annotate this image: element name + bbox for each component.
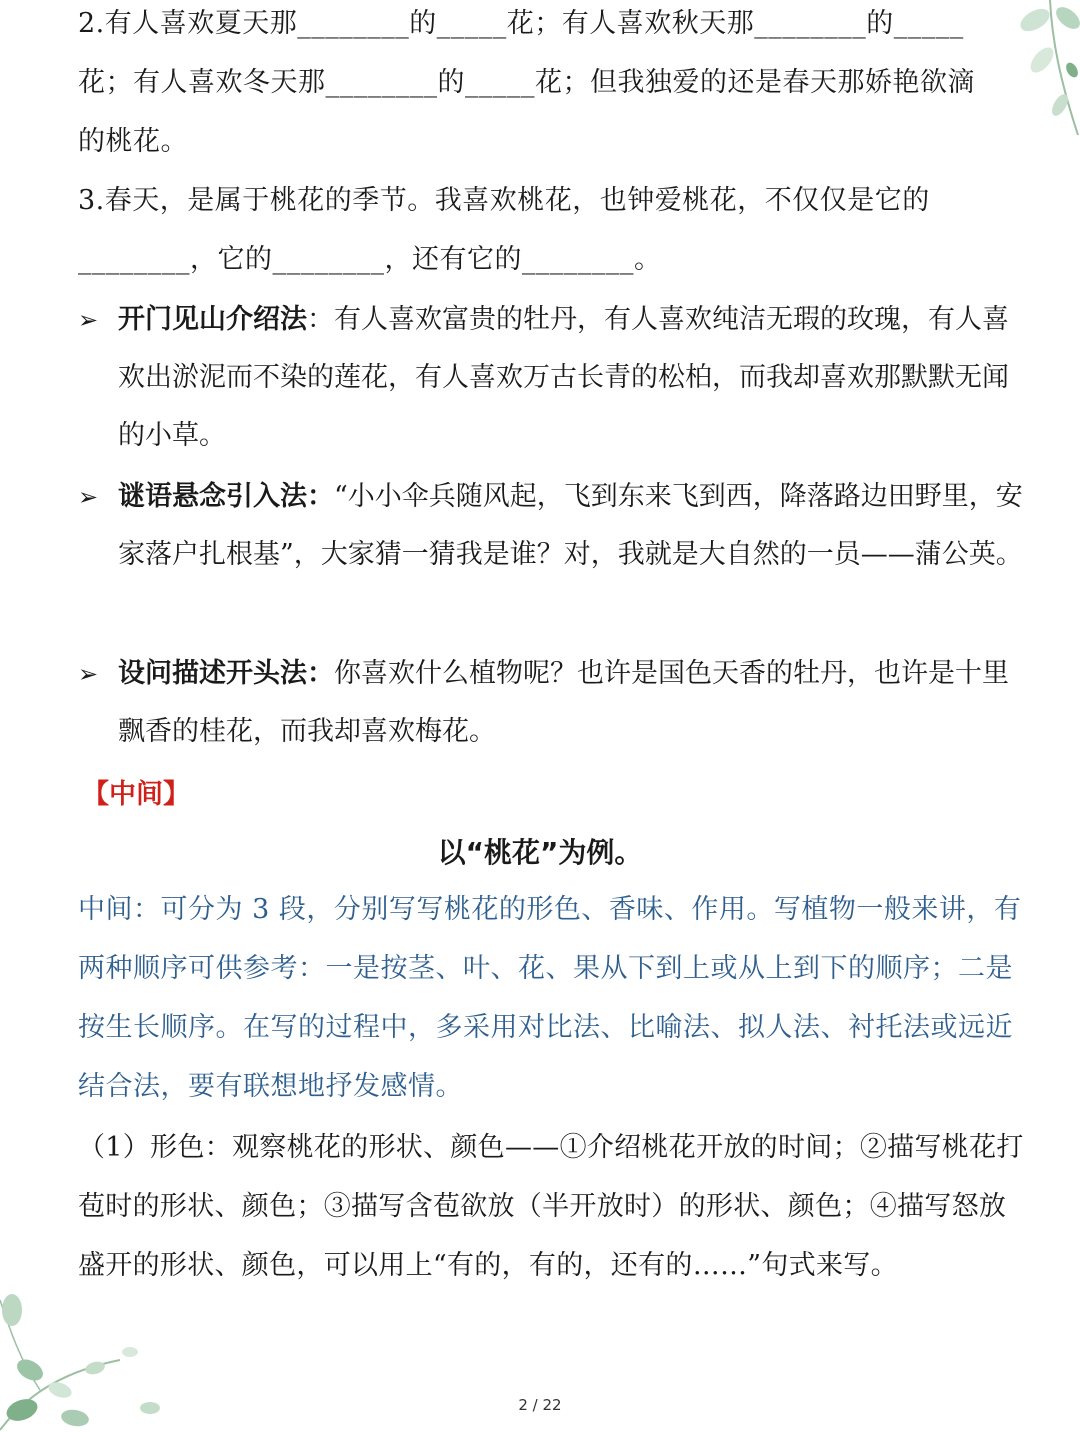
middle-intro: 中间：可分为 3 段，分别写写桃花的形色、香味、作用。写植物一般来讲，有两种顺序可供参考：一是按茎、叶、花、果从下到上或从上到下的顺序；二是按生长顺序。在写的过程中，多采用对比法、比喻法、拟人法、衬托法或远近结合法，要有联想地抒发感情。 [78, 894, 1022, 1102]
arrow-bullet-icon: ➢ [78, 660, 99, 688]
bullet-riddle-method [78, 468, 1028, 584]
bullet-text: 你喜欢什么植物呢？也许是国色天香的牡丹，也许是十里飘香的桂花，而我却喜欢梅花。 [118, 658, 1009, 747]
section-1-shape-color: （1）形色：观察桃花的形状、颜色——①介绍桃花开放的时间；②描写桃花打苞时的形状、颜色；③描写含苞欲放（半开放时）的形状、颜色；④描写怒放盛开的形状、颜色，可以用上“有的，有的，还有的……”句式来写。 [78, 1132, 1024, 1281]
bullet-text: “小小伞兵随风起，飞到东来飞到西，降落路边田野里，安家落户扎根基”，大家猜一猜我是谁？对，我就是大自然的一员——蒲公英。 [118, 481, 1023, 570]
bullet-title: 设问描述开头法： [118, 658, 334, 689]
item-3 [78, 171, 1030, 289]
bullet-text: 有人喜欢富贵的牡丹，有人喜欢纯洁无瑕的玫瑰，有人喜欢出淤泥而不染的莲花，有人喜欢万古长青的松柏，而我却喜欢那默默无闻的小草。 [118, 304, 1009, 451]
item-2-line-3: 的桃花。 [78, 126, 188, 157]
bullet-open-method [78, 291, 1028, 465]
example-title: 以“桃花”为例。 [437, 836, 643, 869]
item-2 [78, 0, 1030, 171]
bullet-title: 开门见山介绍法 [118, 304, 307, 335]
bullet-title: 谜语悬念引入法： [118, 481, 334, 512]
bullet-colon: ： [307, 304, 334, 335]
bullet-question-method [78, 645, 1028, 761]
section-heading-middle: 【中间】 [82, 779, 190, 810]
item-2-line-1: 2.有人喜欢夏天那________的_____花；有人喜欢秋天那________的_____ [78, 8, 964, 39]
arrow-bullet-icon: ➢ [78, 483, 99, 511]
page-number: 2 / 22 [518, 1396, 562, 1414]
arrow-bullet-icon: ➢ [78, 306, 99, 334]
item-2-line-2: 花；有人喜欢冬天那________的_____花；但我独爱的还是春天那娇艳欲滴 [78, 67, 975, 98]
item-3-line-2: ________，它的________，还有它的________。 [78, 244, 662, 275]
item-3-line-1: 3.春天，是属于桃花的季节。我喜欢桃花，也钟爱桃花，不仅仅是它的 [78, 185, 930, 216]
